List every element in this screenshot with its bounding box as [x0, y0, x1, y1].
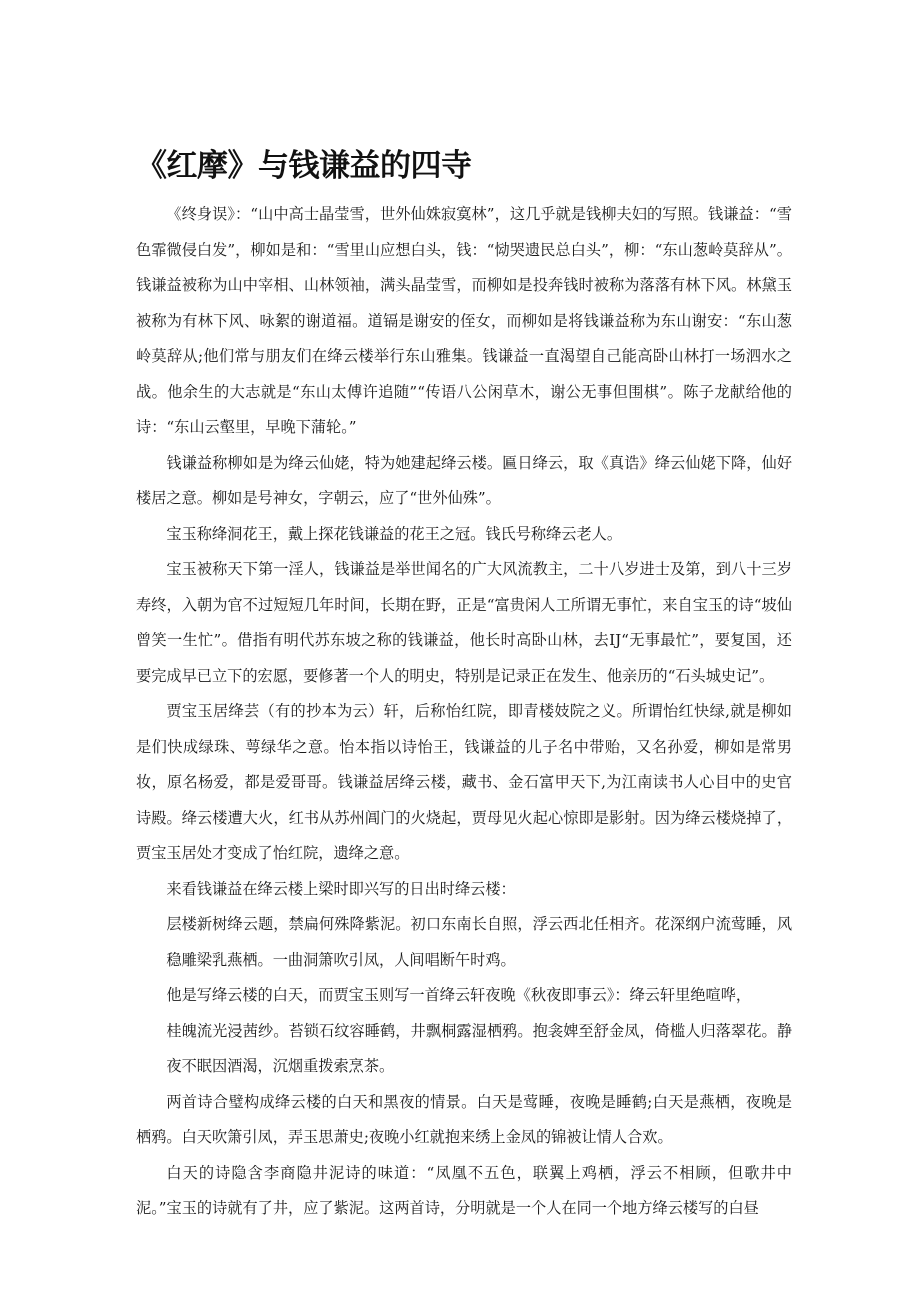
poem-day: 层楼新树绛云题，禁扁何殊降紫泥。初口东南长自照，浮云西北任相齐。花深纲户流莺睡，风稳雕梁乳燕栖。一曲洞箫吹引凤，人间唱断午时鸡。: [166, 915, 792, 969]
paragraph: 《终身误》：“山中高士晶莹雪，世外仙姝寂寞林”，这几乎就是钱柳夫妇的写照。钱谦益：“雪色霏微侵白发”，柳如是和：“雪里山应想白头，钱：“恸哭遗民总白头”，柳：“东山葱岭莫辞从”。钱谦益被称为山中宰相、山林领袖，满头晶莹雪，而柳如是投奔钱时被称为落落有林下风。林黛玉被称为有林下风、咏絮的谢道福。道镉是谢安的侄女，而柳如是将钱谦益称为东山谢安：“东山葱岭莫辞从;他们常与朋友们在绛云楼举行东山雅集。钱谦益一直渴望自己能高卧山林打一场泗水之战。他余生的大志就是“东山太傅许追随”“传语八公闲草木，谢公无事但围棋”。陈子龙献给他的诗：“东山云壑里，早晚下蒲轮。”: [136, 205, 792, 436]
poem-intro: 他是写绛云楼的白天，而贾宝玉则写一首绛云轩夜晚《秋夜即事云》：绛云轩里绝喧哗，: [166, 986, 752, 1004]
paragraph: 宝玉被称天下第一淫人，钱谦益是举世闻名的广大风流教主，二十八岁进士及第，到八十三岁寿终，入朝为官不过短短几年时间，长期在野，正是“富贵闲人工所谓无事忙，来自宝玉的诗“坡仙曾笑一生忙”。借指有明代苏东坡之称的钱谦益，他长时高卧山林，去IJ“无事最忙”，要复国，还要完成早已立下的宏愿，要修著一个人的明史，特别是记录正在发生、他亲历的“石头城史记”。: [136, 560, 792, 685]
paragraph: 钱谦益称柳如是为绛云仙姥，特为她建起绛云楼。匾日绛云，取《真诰》绛云仙姥下降，仙好楼居之意。柳如是号神女，字朝云，应了“世外仙殊”。: [136, 453, 792, 507]
paragraph: 来看钱谦益在绛云楼上梁时即兴写的日出时绛云楼：: [166, 879, 516, 898]
paragraph: 贾宝玉居绛芸（有的抄本为云）轩，后称怡红院，即青楼妓院之义。所谓怡红快绿,就是柳如是们快成绿珠、萼绿华之意。怡本指以诗怡王，钱谦益的儿子名中带贻，又名孙爱，柳如是常男妆，原名杨爱，都是爱哥哥。钱谦益居绛云楼，藏书、金石富甲天下,为江南读书人心目中的史官诗殿。绛云楼遭大火，红书从苏州阊门的火烧起，贾母见火起心惊即是影射。因为绛云楼烧掉了，贾宝玉居处才变成了怡红院，遗绛之意。: [136, 702, 792, 862]
paragraph: 白天的诗隐含李商隐井泥诗的味道：“凤凰不五色，联翼上鸡栖，浮云不相顾，但歌井中泥。”宝玉的诗就有了井，应了紫泥。这两首诗，分明就是一个人在同一个地方绛云楼写的白昼: [136, 1163, 792, 1217]
document-title: 《红摩》与钱谦益的四寺: [136, 148, 472, 184]
paragraph: 两首诗合璧构成绛云楼的白天和黑夜的情景。白天是莺睡，夜晚是睡鹤;白天是燕栖，夜晚是栖鸦。白天吹箫引凤，弄玉思萧史;夜晚小红就抱来绣上金凤的锦被让情人合欢。: [136, 1092, 792, 1146]
paragraph: 宝玉称绛洞花王，戴上探花钱谦益的花王之冠。钱氏号称绛云老人。: [166, 524, 623, 543]
poem-night: 桂魄流光浸茜纱。苔锁石纹容睡鹤，井飘桐露湿栖鸦。抱衾婢至舒金凤，倚槛人归落翠花。静夜不眠因酒渴，沉烟重拨索烹茶。: [166, 1021, 792, 1075]
document-body: [136, 197, 792, 1227]
